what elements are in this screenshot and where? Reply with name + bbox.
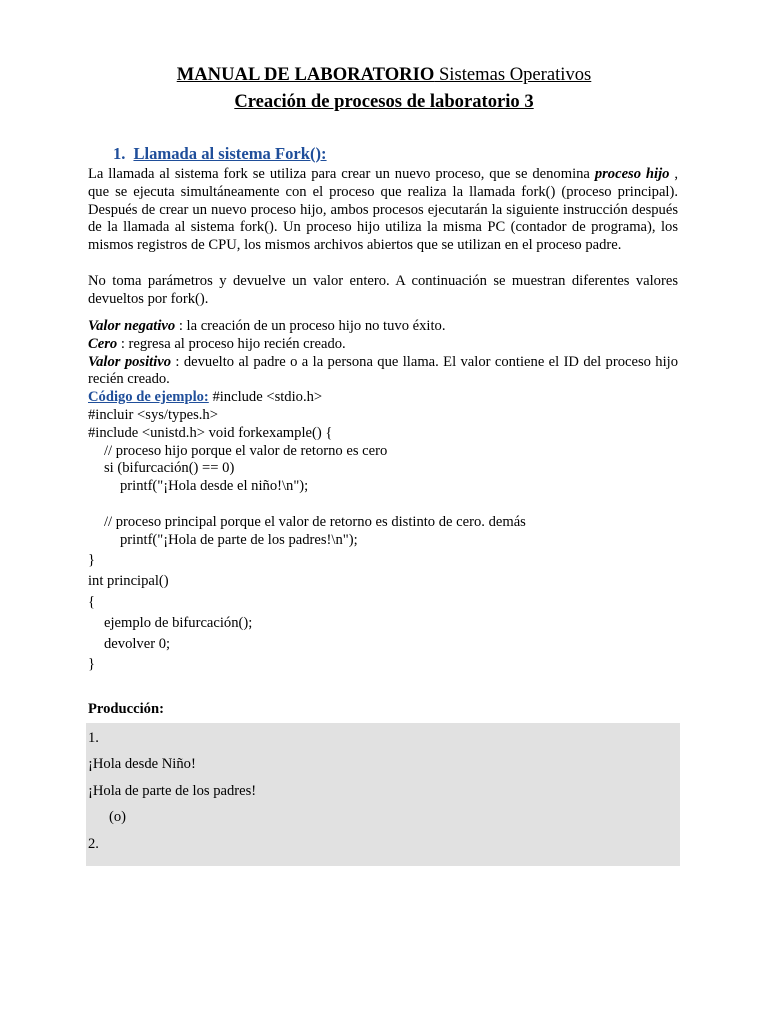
section-number: 1. xyxy=(113,144,126,163)
code-first-line xyxy=(88,389,678,407)
code-line: { xyxy=(88,593,96,610)
section-heading xyxy=(113,143,327,165)
code-block xyxy=(88,407,688,674)
value-zero-label: Cero xyxy=(88,335,118,352)
code-line: } xyxy=(88,552,96,569)
value-negative-label: Valor negativo xyxy=(88,318,176,334)
code-line: #include <stdio.h> xyxy=(208,389,323,406)
value-zero-text: : regresa al proceso hijo recién creado. xyxy=(117,335,346,352)
intro-text-a: La llamada al sistema fork se utiliza para crear un nuevo proceso, que se denomina xyxy=(88,166,595,182)
output-title: Producción: xyxy=(88,701,164,717)
code-line: si (bifurcación() == 0) xyxy=(104,460,235,477)
output-line: ¡Hola de parte de los padres! xyxy=(88,783,257,799)
code-line: ejemplo de bifurcación(); xyxy=(104,614,253,631)
code-line: devolver 0; xyxy=(104,635,171,652)
value-positive-text: : devuelto al padre o a la persona que llama. El valor contiene el ID del proceso hijo recién creado. xyxy=(88,353,678,388)
value-negative-text: : la creación de un proceso hijo no tuvo éxito. xyxy=(175,318,446,334)
title-subject: Sistemas Operativos xyxy=(434,64,592,85)
code-line: printf("¡Hola de parte de los padres!\n"); xyxy=(120,531,358,548)
title-manual: MANUAL DE LABORATORIO xyxy=(176,64,435,85)
value-positive xyxy=(88,354,678,390)
output-line: ¡Hola desde Niño! xyxy=(88,756,196,772)
code-example-label[interactable]: Código de ejemplo: xyxy=(88,389,209,406)
title-line-2: Creación de procesos de laboratorio 3 xyxy=(234,91,534,112)
values-list xyxy=(88,318,678,407)
code-line: int principal() xyxy=(88,573,169,590)
value-negative xyxy=(88,318,678,336)
return-values-paragraph: No toma parámetros y devuelve un valor entero. A continuación se muestran diferentes valores devueltos por fork(). xyxy=(88,273,678,307)
intro-paragraph xyxy=(88,166,678,255)
code-line: // proceso hijo porque el valor de retorno es cero xyxy=(104,442,388,459)
value-positive-label: Valor positivo xyxy=(88,353,172,370)
output-line: 2. xyxy=(88,836,99,852)
code-blank-line xyxy=(88,496,688,514)
code-line: printf("¡Hola desde el niño!\n"); xyxy=(120,478,309,495)
code-line: #include <unistd.h> void forkexample() { xyxy=(88,424,333,441)
section-heading-text: Llamada al sistema Fork(): xyxy=(133,144,327,163)
value-zero xyxy=(88,336,678,354)
output-box xyxy=(86,723,680,866)
code-line: #incluir <sys/types.h> xyxy=(88,407,218,423)
output-line: (o) xyxy=(109,809,127,825)
output-line: 1. xyxy=(88,730,99,746)
code-line: } xyxy=(88,656,96,673)
intro-emphasis: proceso hijo xyxy=(594,166,670,182)
code-line: // proceso principal porque el valor de retorno es distinto de cero. demás xyxy=(104,513,526,530)
title-line-1 xyxy=(0,62,768,88)
document-title xyxy=(0,62,768,116)
intro-text-b: , que se ejecuta simultáneamente con el proceso que realiza la llamada fork() (proceso principal). Después de crear un nuevo proceso hijo, ambos procesos ejecutarán la siguiente instrucción después de la llamada al sistema fork(). Un proceso hijo utiliza la misma PC (contador de programa), los mismos registros de CPU, los mismos archivos abiertos que se utilizan en el proceso padre. xyxy=(88,166,679,254)
